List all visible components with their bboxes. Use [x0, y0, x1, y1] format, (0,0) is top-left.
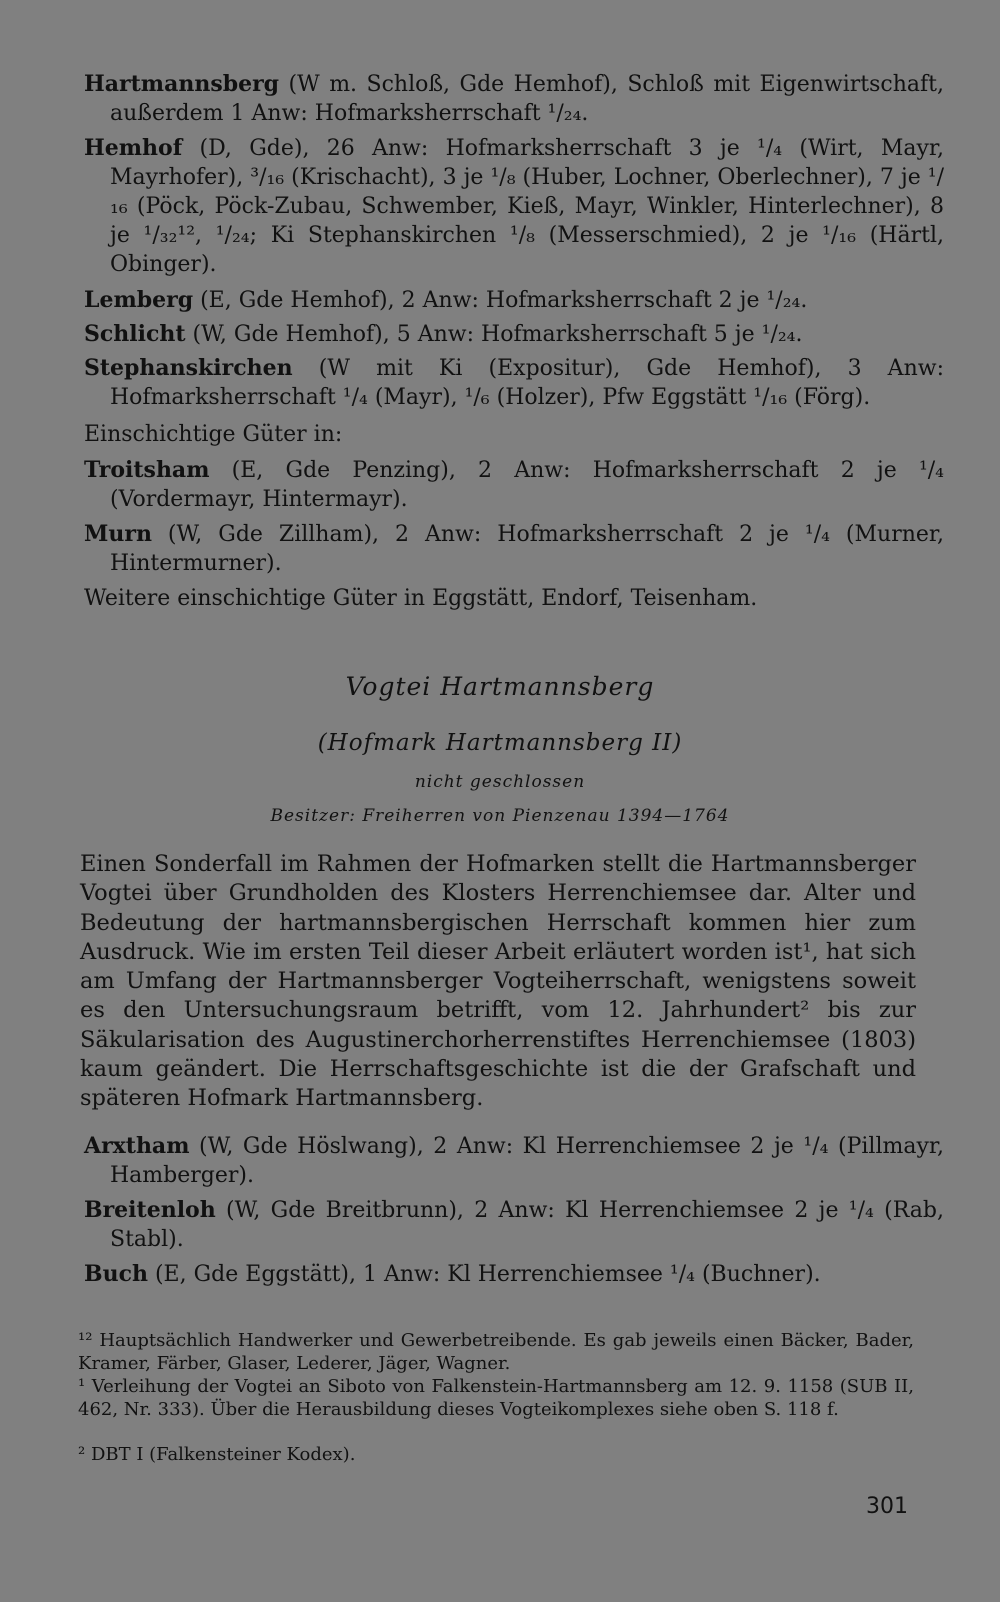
entry-text: (E, Gde Penzing), 2 Anw: Hofmarksherrschaft 2 je ¹/₄ (Vordermayr, Hintermayr).: [110, 458, 944, 512]
entry-arxtham: [84, 1132, 944, 1190]
entry-hemhof: [84, 134, 944, 279]
entry-hartmannsberg: [84, 70, 944, 128]
entry-name: Troitsham: [84, 457, 210, 483]
entry-text: (E, Gde Eggstätt), 1 Anw: Kl Herrenchiemsee ¹/₄ (Buchner).: [147, 1262, 821, 1287]
entry-troitsham: [84, 456, 944, 514]
section-note: nicht geschlossen: [414, 772, 586, 792]
entry-name: Lemberg: [84, 287, 194, 313]
entry-text: (W, Gde Hemhof), 5 Anw: Hofmarksherrschaft 5 je ¹/₂₄.: [185, 322, 803, 347]
entry-name: Arxtham: [84, 1133, 190, 1159]
entry-stephanskirchen: [84, 354, 944, 412]
entry-murn: [84, 520, 944, 578]
footnote-12: ¹² Hauptsächlich Handwerker und Gewerbetreibende. Es gab jeweils einen Bäcker, Bader, Kramer, Färber, Glaser, Lederer, Jäger, Wagner.: [78, 1330, 914, 1374]
body-paragraph: Einen Sonderfall im Rahmen der Hofmarken stellt die Hartmannsberger Vogtei über Grundholden des Klosters Herrenchiemsee dar. Alter und Bedeutung der hartmannsbergischen Herrschaft kommen hier zum Ausdruck. Wie im ersten Teil dieser Arbeit erläutert worden ist¹, hat sich am Umfang der Hartmannsberger Vogteiherrschaft, wenigstens soweit es den Untersuchungsraum betrifft, vom 12. Jahrhundert² bis zur Säkularisation des Augustinerchorherrenstiftes Herrenchiemsee (1803) kaum geändert. Die Herrschaftsgeschichte ist die der Grafschaft und späteren Hofmark Hartmannsberg.: [80, 851, 916, 1112]
entry-buch: [84, 1260, 944, 1289]
section-subheading: (Hofmark Hartmannsberg II): [317, 730, 683, 756]
entry-name: Hartmannsberg: [84, 71, 280, 97]
entry-name: Schlicht: [84, 321, 186, 347]
einschichtig-label: Einschichtige Güter in:: [84, 422, 343, 447]
footnote-2: ² DBT I (Falkensteiner Kodex).: [78, 1444, 356, 1465]
entry-text: (W, Gde Zillham), 2 Anw: Hofmarksherrschaft 2 je ¹/₄ (Murner, Hintermurner).: [110, 522, 944, 576]
entry-text: (W, Gde Breitbrunn), 2 Anw: Kl Herrenchiemsee 2 je ¹/₄ (Rab, Stabl).: [110, 1198, 944, 1252]
entry-text: (D, Gde), 26 Anw: Hofmarksherrschaft 3 je ¹/₄ (Wirt, Mayr, Mayrhofer), ³/₁₆ (Krischacht), 3 je ¹/₈ (Huber, Lochner, Oberlechner), 7 je ¹/₁₆ (Pöck, Pöck-Zubau, Schwember, Kieß, Mayr, Winkler, Hinterlechner), 8 je ¹/₃₂¹², ¹/₂₄; Ki Stephanskirchen ¹/₈ (Messerschmied), 2 je ¹/₁₆ (Härtl, Obinger).: [110, 136, 944, 277]
entry-text: (W mit Ki (Expositur), Gde Hemhof), 3 Anw: Hofmarksherrschaft ¹/₄ (Mayr), ¹/₆ (Holzer), Pfw Eggstätt ¹/₁₆ (Förg).: [110, 356, 944, 410]
entry-text: (E, Gde Hemhof), 2 Anw: Hofmarksherrschaft 2 je ¹/₂₄.: [193, 288, 808, 313]
owner-line: Besitzer: Freiherren von Pienzenau 1394—1764: [270, 806, 730, 826]
entry-name: Murn: [84, 521, 152, 547]
section-heading: Vogtei Hartmannsberg: [345, 672, 655, 701]
entry-name: Buch: [84, 1261, 148, 1287]
entry-schlicht: [84, 320, 944, 349]
page-number: 301: [866, 1494, 908, 1519]
footnote-1: ¹ Verleihung der Vogtei an Siboto von Falkenstein-Hartmannsberg am 12. 9. 1158 (SUB II, 462, Nr. 333). Über die Herausbildung dieses Vogteikomplexes siehe oben S. 118 f.: [78, 1376, 914, 1420]
weitere-note: Weitere einschichtige Güter in Eggstätt, Endorf, Teisenham.: [84, 586, 758, 611]
entry-name: Stephanskirchen: [84, 355, 293, 381]
entry-breitenloh: [84, 1196, 944, 1254]
entry-name: Breitenloh: [84, 1197, 216, 1223]
entry-text: (W m. Schloß, Gde Hemhof), Schloß mit Eigenwirtschaft, außerdem 1 Anw: Hofmarksherrschaft ¹/₂₄.: [110, 72, 944, 126]
entry-name: Hemhof: [84, 135, 183, 161]
entry-text: (W, Gde Höslwang), 2 Anw: Kl Herrenchiemsee 2 je ¹/₄ (Pillmayr, Hamberger).: [110, 1134, 944, 1188]
entry-lemberg: [84, 286, 944, 315]
